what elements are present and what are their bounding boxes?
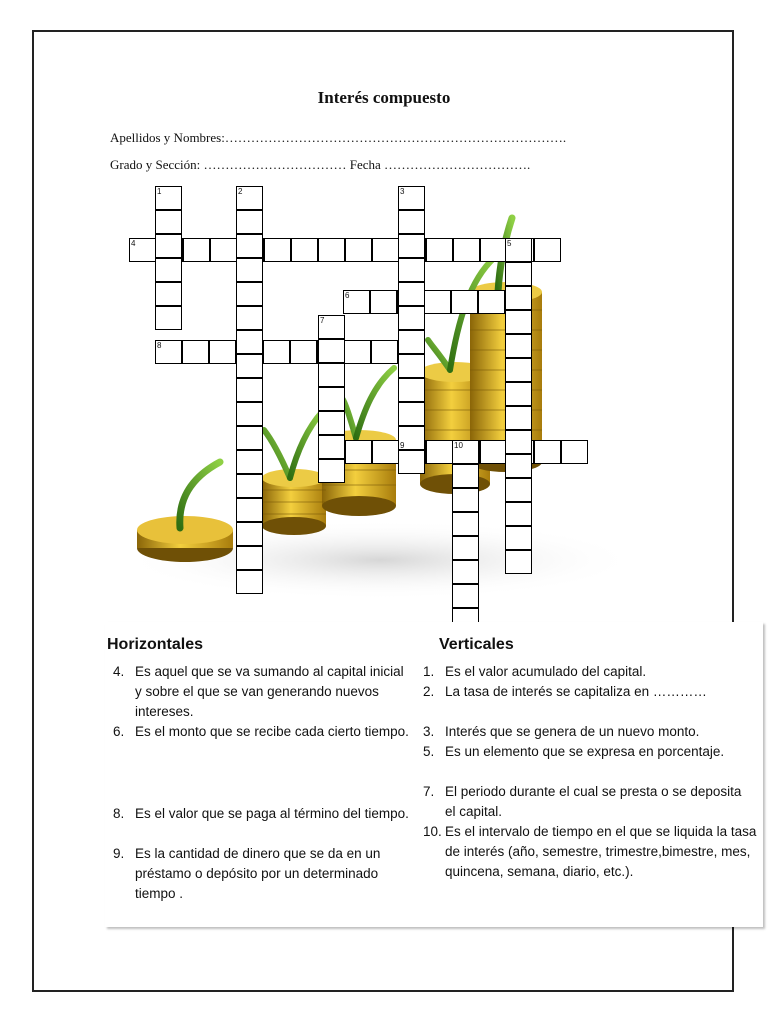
clue-vertical-10: 10. Es el intervalo de tiempo en el que se liquida la tasa de interés (año, semestre, trimestre,bimestre, mes, quincena, semana, diario, etc.). [423, 824, 757, 879]
vertical-clues-heading: Verticales [439, 636, 514, 653]
across-6-cell[interactable] [424, 290, 451, 314]
clue-number-3: 3 [400, 187, 405, 196]
down-5-cell[interactable] [505, 238, 532, 262]
down-2-cell[interactable] [236, 522, 263, 546]
down-2-cell[interactable] [236, 402, 263, 426]
clue-number-7: 7 [320, 316, 325, 325]
down-2-cell[interactable] [236, 354, 263, 378]
down-2-cell[interactable] [236, 474, 263, 498]
clue-horizontal-8: 8. Es el valor que se paga al término del tiempo. [113, 806, 409, 821]
down-10-cell[interactable] [452, 512, 479, 536]
down-5-cell[interactable] [505, 406, 532, 430]
across-4-cell[interactable] [210, 238, 237, 262]
down-3-cell[interactable] [398, 378, 425, 402]
clue-number-1: 1 [157, 187, 162, 196]
clues-panel [105, 622, 763, 927]
across-4-cell[interactable] [453, 238, 480, 262]
grade-field[interactable]: Grado y Sección: …………………………… Fecha ……………………………. [110, 157, 531, 172]
across-9-cell[interactable] [534, 440, 561, 464]
down-7-cell[interactable] [318, 387, 345, 411]
down-10-cell[interactable] [452, 536, 479, 560]
down-5-cell[interactable] [505, 334, 532, 358]
down-5-cell[interactable] [505, 502, 532, 526]
clue-number-4: 4 [131, 239, 136, 248]
down-2-cell[interactable] [236, 210, 263, 234]
across-8-cell[interactable] [371, 340, 398, 364]
down-5-cell[interactable] [505, 478, 532, 502]
clue-number-2: 2 [238, 187, 243, 196]
clue-vertical-3: 3. Interés que se genera de un nuevo monto. [423, 724, 700, 739]
down-7-cell[interactable] [318, 411, 345, 435]
down-7-cell[interactable] [318, 363, 345, 387]
across-4-cell[interactable] [318, 238, 345, 262]
down-3-cell[interactable] [398, 450, 425, 474]
clue-horizontal-9: 9. Es la cantidad de dinero que se da en un préstamo o depósito por un determinado tiempo . [113, 846, 381, 901]
down-2-cell[interactable] [236, 282, 263, 306]
down-2-cell[interactable] [236, 234, 263, 258]
down-5-cell[interactable] [505, 550, 532, 574]
down-3-cell[interactable] [398, 210, 425, 234]
down-5-cell[interactable] [505, 262, 532, 286]
down-2-cell[interactable] [236, 498, 263, 522]
across-8-cell[interactable] [290, 340, 317, 364]
across-4-cell[interactable] [372, 238, 399, 262]
across-4-cell[interactable] [183, 238, 210, 262]
clue-vertical-5: 5. Es un elemento que se expresa en porcentaje. [423, 744, 725, 759]
across-9-cell[interactable] [426, 440, 453, 464]
down-5-cell[interactable] [505, 430, 532, 454]
down-5-cell[interactable] [505, 310, 532, 334]
clue-number-6: 6 [345, 291, 350, 300]
worksheet-title: Interés compuesto [317, 88, 451, 107]
clue-horizontal-4: 4. Es aquel que se va sumando al capital inicial y sobre el que se van generando nuevos intereses. [113, 664, 404, 719]
down-1-cell[interactable] [155, 234, 182, 258]
across-4-cell[interactable] [291, 238, 318, 262]
across-8-cell[interactable] [182, 340, 209, 364]
down-10-cell[interactable] [452, 560, 479, 584]
across-9-cell[interactable] [372, 440, 399, 464]
across-6-cell[interactable] [451, 290, 478, 314]
across-9-cell[interactable] [561, 440, 588, 464]
down-5-cell[interactable] [505, 454, 532, 478]
across-4-cell[interactable] [426, 238, 453, 262]
across-8-cell[interactable] [155, 340, 182, 364]
down-3-cell[interactable] [398, 330, 425, 354]
down-3-cell[interactable] [398, 402, 425, 426]
down-2-cell[interactable] [236, 450, 263, 474]
clue-horizontal-6: 6. Es el monto que se recibe cada cierto tiempo. [113, 724, 409, 739]
down-10-cell[interactable] [452, 464, 479, 488]
down-3-cell[interactable] [398, 282, 425, 306]
across-9-cell[interactable] [345, 440, 372, 464]
down-5-cell[interactable] [505, 526, 532, 550]
across-4-cell[interactable] [345, 238, 372, 262]
down-5-cell[interactable] [505, 358, 532, 382]
across-9-cell[interactable] [480, 440, 507, 464]
down-1-cell[interactable] [155, 210, 182, 234]
clue-number-8: 8 [157, 341, 162, 350]
across-4-cell[interactable] [480, 238, 507, 262]
down-1-cell[interactable] [155, 282, 182, 306]
down-5-cell[interactable] [505, 286, 532, 310]
across-8-cell[interactable] [209, 340, 236, 364]
down-7-cell[interactable] [318, 459, 345, 483]
across-8-cell[interactable] [263, 340, 290, 364]
across-6-cell[interactable] [478, 290, 505, 314]
across-4-cell[interactable] [129, 238, 156, 262]
down-7-cell[interactable] [318, 435, 345, 459]
down-3-cell[interactable] [398, 306, 425, 330]
clue-vertical-7: 7. El periodo durante el cual se presta o se deposita el capital. [423, 784, 742, 819]
down-10-cell[interactable] [452, 440, 479, 464]
down-2-cell[interactable] [236, 186, 263, 210]
down-3-cell[interactable] [398, 234, 425, 258]
clue-vertical-1: 1. Es el valor acumulado del capital. [423, 664, 647, 679]
down-2-cell[interactable] [236, 330, 263, 354]
across-4-cell[interactable] [534, 238, 561, 262]
across-8-cell[interactable] [344, 340, 371, 364]
down-2-cell[interactable] [236, 546, 263, 570]
down-2-cell[interactable] [236, 426, 263, 450]
horizontal-clues-heading: Horizontales [107, 636, 204, 653]
down-10-cell[interactable] [452, 584, 479, 608]
clue-vertical-2: 2. La tasa de interés se capitaliza en ………… [423, 684, 707, 699]
down-5-cell[interactable] [505, 382, 532, 406]
down-2-cell[interactable] [236, 570, 263, 594]
down-3-cell[interactable] [398, 186, 425, 210]
down-3-cell[interactable] [398, 258, 425, 282]
down-7-cell[interactable] [318, 315, 345, 339]
down-2-cell[interactable] [236, 258, 263, 282]
across-6-cell[interactable] [343, 290, 370, 314]
down-10-cell[interactable] [452, 488, 479, 512]
clue-number-10: 10 [454, 441, 463, 450]
down-2-cell[interactable] [236, 378, 263, 402]
clue-number-9: 9 [400, 441, 405, 450]
down-1-cell[interactable] [155, 306, 182, 330]
across-6-cell[interactable] [370, 290, 397, 314]
down-1-cell[interactable] [155, 186, 182, 210]
down-7-cell[interactable] [318, 339, 345, 363]
down-3-cell[interactable] [398, 426, 425, 450]
across-4-cell[interactable] [264, 238, 291, 262]
down-1-cell[interactable] [155, 258, 182, 282]
clue-number-5: 5 [507, 239, 512, 248]
down-2-cell[interactable] [236, 306, 263, 330]
name-field[interactable]: Apellidos y Nombres:……………………………………………………………………. [110, 130, 567, 145]
down-3-cell[interactable] [398, 354, 425, 378]
